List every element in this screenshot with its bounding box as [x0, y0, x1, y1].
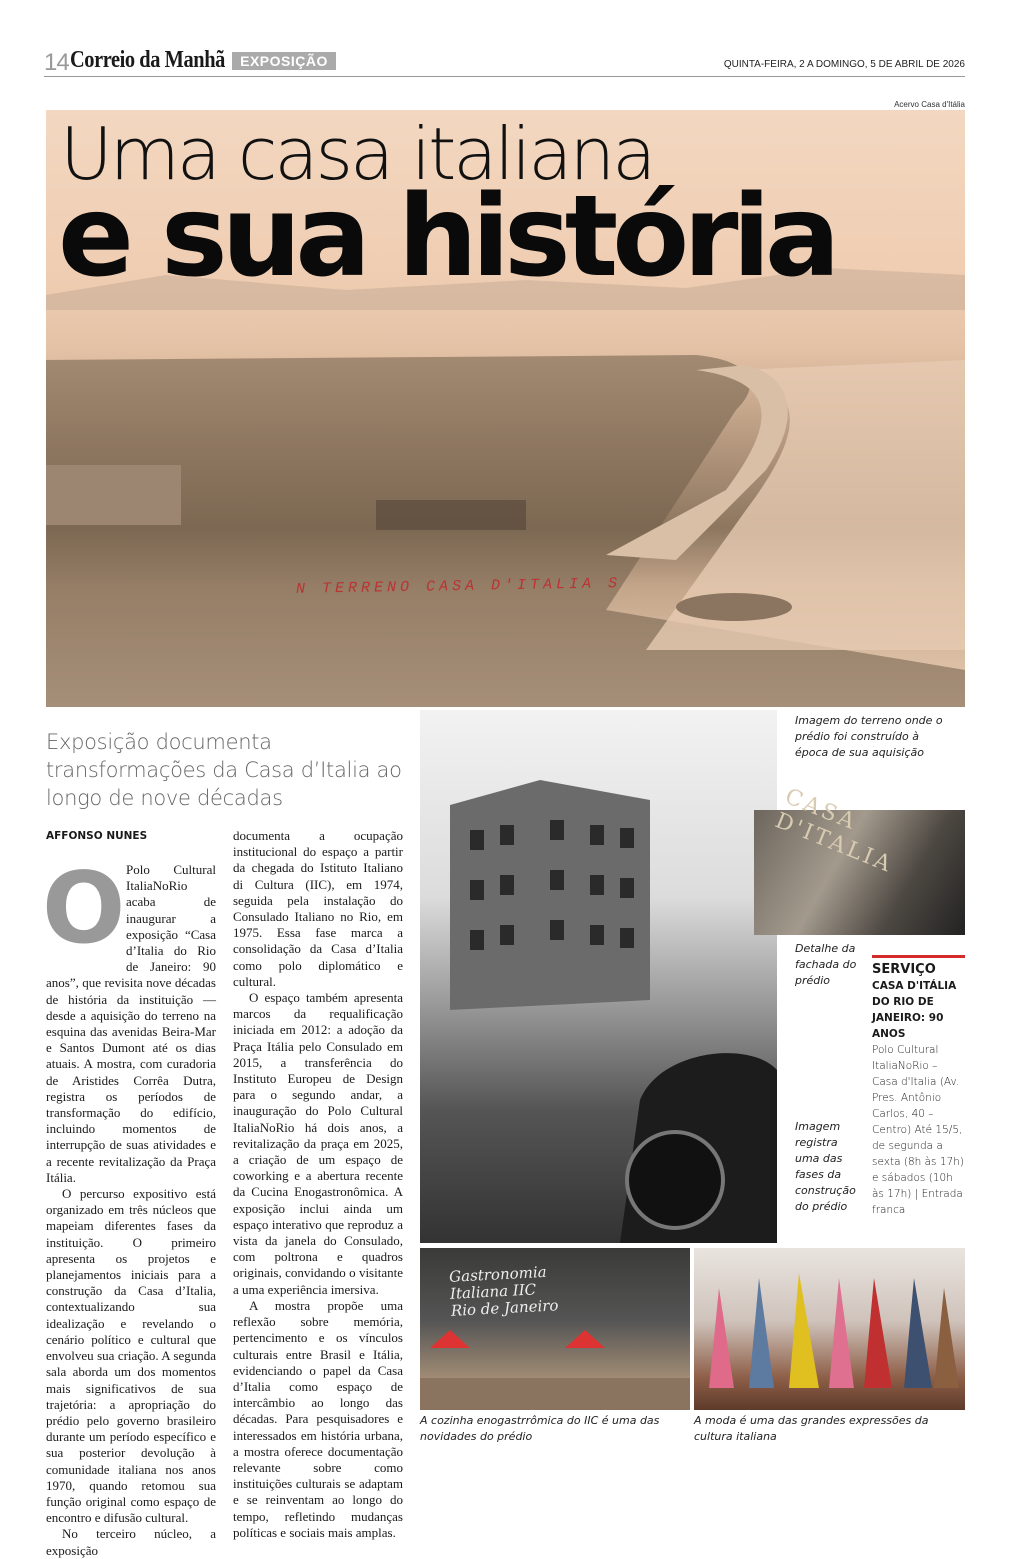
caption-terrain: Imagem do terreno onde o prédio foi construído à época de sua aquisição — [795, 714, 943, 759]
article-paragraph: A mostra propõe uma reflexão sobre memória, pertencimento e os vínculos culturais entre Brasil e Itália, evidenciando o papel da Casa d’Italia como espaço de intercâmbio ao longo das décadas. Para pesquisadores e interessados em história urbana, a mostra oferece documentação relevante sobre como instituições culturais se adaptam e se reinventam ao longo do tempo, refletindo mudanças políticas e sociais mais amplas. — [233, 1297, 403, 1540]
service-box — [872, 955, 965, 1218]
chalkboard-text: Gastronomia Italiana IIC Rio de Janeiro — [448, 1262, 559, 1320]
fashion-photo — [694, 1248, 965, 1410]
kitchen-photo — [420, 1248, 690, 1410]
article-paragraph: O percurso expositivo está organizado em três núcleos que mapeiam diferentes fases da instituição. O primeiro apresenta os projetos e planejamentos iniciais para a construção da Casa d’Italia, contextualizando sua idealização e revelando o cenário político e cultural que envolveu sua criação. A segunda sala aborda um dos momentos mais significativos de sua trajetória: a apropriação do prédio pelo governo brasileiro durante um período específico e sua posterior devolução à comunidade italiana nos anos 1970, quando retomou sua função original como espaço de encontro e difusão cultural. — [46, 1186, 216, 1526]
construction-photo — [420, 710, 777, 1243]
header-rule — [44, 76, 965, 77]
page-number: 14 — [44, 49, 69, 76]
article-column-1 — [42, 852, 216, 1559]
caption-facade: Detalhe da fachada do prédio — [795, 942, 857, 987]
subtitle: Exposição documenta transformações da Casa d’Italia ao longo de nove décadas — [46, 730, 402, 810]
byline: AFFONSO NUNES — [46, 830, 148, 842]
building-illustration — [420, 710, 777, 1243]
headline-line-2: e sua história — [58, 172, 835, 302]
section-label: EXPOSIÇÃO — [232, 52, 336, 70]
article-paragraph: Polo Cultural ItaliaNoRio acaba de inaugurar a exposição “Casa d’Italia do Rio de Janeiro: 90 anos”, que revisita nove décadas de história da instituição — desde a aquisição do terreno na esquina das avenidas Beira-Mar e Santos Dumont até os dias atuais. A mostra, com curadoria de Aristides Corrêa Dutra, registra os períodos de transformação do edifício, incluindo momentos de interrupção de suas atividades e a recente revitalização da Praça Itália. — [46, 862, 216, 1185]
newspaper-logo: Correio da Manhã — [70, 47, 225, 73]
service-heading: SERVIÇO — [872, 962, 936, 977]
kitchen-lamps — [420, 1248, 690, 1410]
service-details: Polo Cultural ItaliaNoRio – Casa d'Italia (Av. Pres. Antônio Carlos, 40 – Centro) Até 15/5, de segunda a sexta (8h às 17h) e sábados (10h às 17h) | Entrada franca — [872, 1044, 964, 1216]
facade-engraving: CASA D'ITALIA — [771, 784, 897, 879]
caption-fashion: A moda é uma das grandes expressões da cultura italiana — [694, 1414, 929, 1443]
drop-cap: O — [42, 852, 126, 966]
issue-date: QUINTA-FEIRA, 2 A DOMINGO, 5 DE ABRIL DE 2026 — [723, 59, 965, 70]
handwritten-annotation: N TERRENO CASA D'ITALIA S — [295, 575, 622, 598]
caption-construction: Imagem registra uma das fases da construção do prédio — [795, 1120, 856, 1213]
article-paragraph: O espaço também apresenta marcos da requalificação iniciada em 2012: a adoção da Praça Itália pelo Consulado em 2015, a transferência do Instituto Europeu de Design para o segundo andar, a inauguração do Polo Cultural ItaliaNoRio há dois anos, a revitalização da praça em 2025, a criação de um espaço de coworking e a abertura recente da Cucina Enogastronômica. A exposição inclui ainda um espaço interativo que reproduz a vista da janela do Consulado, com poltrona e quadros originais, convidando o visitante a uma experiência imersiva. — [233, 990, 403, 1297]
dresses-illustration — [694, 1248, 965, 1410]
article-column-2 — [233, 828, 403, 1541]
article-paragraph: No terceiro núcleo, a exposição — [46, 1526, 216, 1558]
service-title: CASA D'ITÁLIA DO RIO DE JANEIRO: 90 ANOS — [872, 980, 957, 1040]
headline-line-1: Uma casa italiana — [60, 112, 654, 196]
photo-credit: Acervo Casa d'Itália — [894, 100, 965, 109]
facade-detail-photo — [754, 784, 965, 935]
article-paragraph: documenta a ocupação institucional do espaço a partir da chegada do Istituto Italiano di Cultura (IIC), em 1974, seguida pela instalação do Consulado Italiano no Rio, em 1975. Essa fase marca a consolidação da Casa d’Italia como polo diplomático e cultural. — [233, 828, 403, 989]
caption-kitchen: A cozinha enogastrrômica do IIC é uma das novidades do prédio — [420, 1414, 660, 1443]
